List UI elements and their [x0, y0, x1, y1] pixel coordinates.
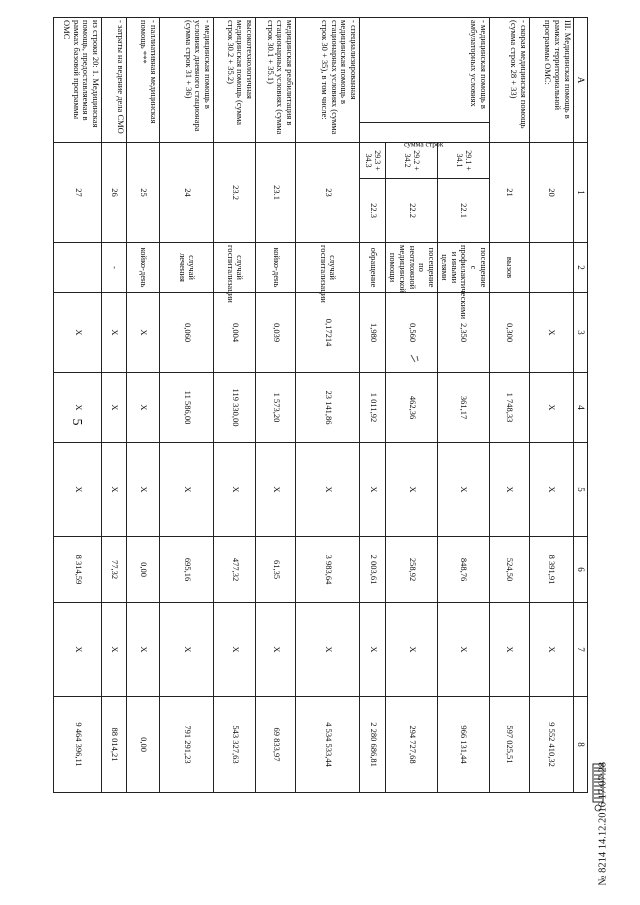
value-cell: X: [530, 603, 574, 697]
value-cell: 2,350: [438, 293, 490, 373]
value-cell: X: [127, 603, 160, 697]
row-number: 22.3: [360, 179, 386, 243]
sum-label-cell: [360, 123, 490, 149]
header-cell: 8: [574, 697, 588, 793]
unit-cell: случай лечения: [160, 243, 214, 293]
table-row: [438, 18, 490, 793]
value-cell: 0,004: [214, 293, 256, 373]
table-row: [296, 18, 360, 793]
value-cell: X: [360, 443, 386, 537]
row-description: - паллиативная медицинская помощь ***: [127, 18, 160, 143]
unit-cell: [54, 243, 102, 293]
header-cell: 6: [574, 537, 588, 603]
value-cell: 597 025,51: [490, 697, 530, 793]
value-cell: 8 314,59: [54, 537, 102, 603]
financing-table: [53, 17, 588, 793]
value-cell: 543 327,63: [214, 697, 256, 793]
row-description: III. Медицинская помощь в рамках территориальной программы ОМС:: [530, 18, 574, 143]
table-row: [54, 18, 102, 793]
value-cell: 11 586,00: [160, 373, 214, 443]
value-cell: X: [160, 443, 214, 537]
value-cell: 77,32: [102, 537, 127, 603]
value-cell: 258,92: [386, 537, 438, 603]
row-description: - специализированная медицинская помощь в стационарных условиях (сумма строк 30 + 35), в том числе:: [296, 18, 360, 143]
value-cell: 524,50: [490, 537, 530, 603]
value-cell: X: [102, 443, 127, 537]
value-cell: 0,00: [127, 697, 160, 793]
page-number: 5: [69, 418, 84, 426]
row-number: 22.2: [386, 179, 438, 243]
value-cell: X: [256, 603, 296, 697]
value-cell: 88 014,21: [102, 697, 127, 793]
value-cell: X: [530, 443, 574, 537]
sum-label: сумма строк: [404, 139, 444, 149]
value-cell: 8 391,91: [530, 537, 574, 603]
value-cell: 1 748,33: [490, 373, 530, 443]
value-cell: X: [490, 603, 530, 697]
value-cell: 0,060: [160, 293, 214, 373]
row-number: 24: [160, 143, 214, 243]
table-row: [160, 18, 214, 793]
value-cell: 9 552 410,32: [530, 697, 574, 793]
row-reference: 29.1 + 34.1: [438, 143, 490, 179]
value-cell: 9 464 396,11: [54, 697, 102, 793]
value-cell: 2 003,61: [360, 537, 386, 603]
value-cell: X: [386, 603, 438, 697]
value-cell: 0,300: [490, 293, 530, 373]
rotated-table-container: [61, 17, 588, 792]
row-description: - затраты на ведение дела СМО: [102, 18, 127, 143]
header-cell: 7: [574, 603, 588, 697]
value-cell: X: [54, 443, 102, 537]
unit-cell: посещение по неотложной медицинской помощи: [386, 243, 438, 293]
unit-cell: койко-день: [127, 243, 160, 293]
header-row: [574, 18, 588, 793]
value-cell: X: [256, 443, 296, 537]
value-cell: 69 833,97: [256, 697, 296, 793]
row-number: 23.1: [256, 143, 296, 243]
row-number: 20: [530, 143, 574, 243]
value-cell: X: [530, 293, 574, 373]
row-number: 22.1: [438, 179, 490, 243]
header-cell: 4: [574, 373, 588, 443]
value-cell: 0,560: [386, 293, 438, 373]
unit-cell: случай госпитализации: [214, 243, 256, 293]
value-cell: 477,32: [214, 537, 256, 603]
value-cell: 1,980: [360, 293, 386, 373]
value-cell: 0,17214: [296, 293, 360, 373]
unit-cell: койко-день: [256, 243, 296, 293]
value-cell: 791 291,23: [160, 697, 214, 793]
row-description: из строки 20: 1. Медицинская помощь, предоставляемая в рамках базовой программы ОМС: [54, 18, 102, 143]
row-number: 23.2: [214, 143, 256, 243]
value-cell: X: [438, 443, 490, 537]
value-cell: 23 141,86: [296, 373, 360, 443]
table-row: [127, 18, 160, 793]
row-reference: 29.3 + 34.3: [360, 143, 386, 179]
registration-stamp-text: № 8214 14.12.2016 17:07:28: [597, 762, 609, 886]
table-row: [102, 18, 127, 793]
value-cell: 0,00: [127, 537, 160, 603]
value-cell: X: [54, 603, 102, 697]
header-cell: 1: [574, 143, 588, 243]
table-row: [490, 18, 530, 793]
value-cell: X: [490, 443, 530, 537]
value-cell: 462,36: [386, 373, 438, 443]
value-cell: X: [214, 603, 256, 697]
value-cell: X: [54, 373, 102, 443]
value-cell: 0,039: [256, 293, 296, 373]
row-number: 27: [54, 143, 102, 243]
value-cell: X: [438, 603, 490, 697]
unit-cell: [530, 243, 574, 293]
header-cell: 3: [574, 293, 588, 373]
row-description: - медицинская помощь в условиях дневного стационара (сумма строк 31 + 36): [160, 18, 214, 143]
value-cell: X: [102, 373, 127, 443]
table-row: [214, 18, 256, 793]
value-cell: 361,17: [438, 373, 490, 443]
value-cell: 2 280 686,81: [360, 697, 386, 793]
row-description: медицинская реабилитация в стационарных условиях (сумма строк 30.1 + 35.1): [256, 18, 296, 143]
header-cell: 2: [574, 243, 588, 293]
value-cell: X: [296, 443, 360, 537]
value-cell: X: [386, 443, 438, 537]
row-reference: 29.2 + 34.2: [386, 143, 438, 179]
value-cell: X: [127, 293, 160, 373]
row-description: высокотехнологичная медицинская помощь (сумма строк 30.2 + 35.2): [214, 18, 256, 143]
unit-cell: обращение: [360, 243, 386, 293]
row-description: - скорая медицинская помощь (сумма строк 28 + 33): [490, 18, 530, 143]
value-cell: X: [296, 603, 360, 697]
unit-cell: посещение с профилактическими и иными целями: [438, 243, 490, 293]
value-cell: 966 131,44: [438, 697, 490, 793]
header-cell: 5: [574, 443, 588, 537]
value-cell: X: [160, 603, 214, 697]
value-cell: 4 534 533,44: [296, 697, 360, 793]
value-cell: X: [530, 373, 574, 443]
header-cell: A: [574, 18, 588, 143]
value-cell: X: [102, 603, 127, 697]
value-cell: 1 011,92: [360, 373, 386, 443]
value-cell: X: [102, 293, 127, 373]
value-cell: 3 983,64: [296, 537, 360, 603]
value-cell: X: [54, 293, 102, 373]
unit-cell: -: [102, 243, 127, 293]
value-cell: 1 573,20: [256, 373, 296, 443]
value-cell: X: [360, 603, 386, 697]
value-cell: 695,16: [160, 537, 214, 603]
value-cell: X: [214, 443, 256, 537]
row-number: 23: [296, 143, 360, 243]
unit-cell: вызов: [490, 243, 530, 293]
table-row: [530, 18, 574, 793]
table-row: [256, 18, 296, 793]
value-cell: 294 727,68: [386, 697, 438, 793]
unit-cell: случай госпитализации: [296, 243, 360, 293]
row-number: 26: [102, 143, 127, 243]
value-cell: 848,76: [438, 537, 490, 603]
row-description: - медицинская помощь в амбулаторных условиях: [360, 18, 490, 123]
value-cell: 61,35: [256, 537, 296, 603]
value-cell: X: [127, 443, 160, 537]
value-cell: X: [127, 373, 160, 443]
row-number: 25: [127, 143, 160, 243]
row-number: 21: [490, 143, 530, 243]
value-cell: 119 330,00: [214, 373, 256, 443]
